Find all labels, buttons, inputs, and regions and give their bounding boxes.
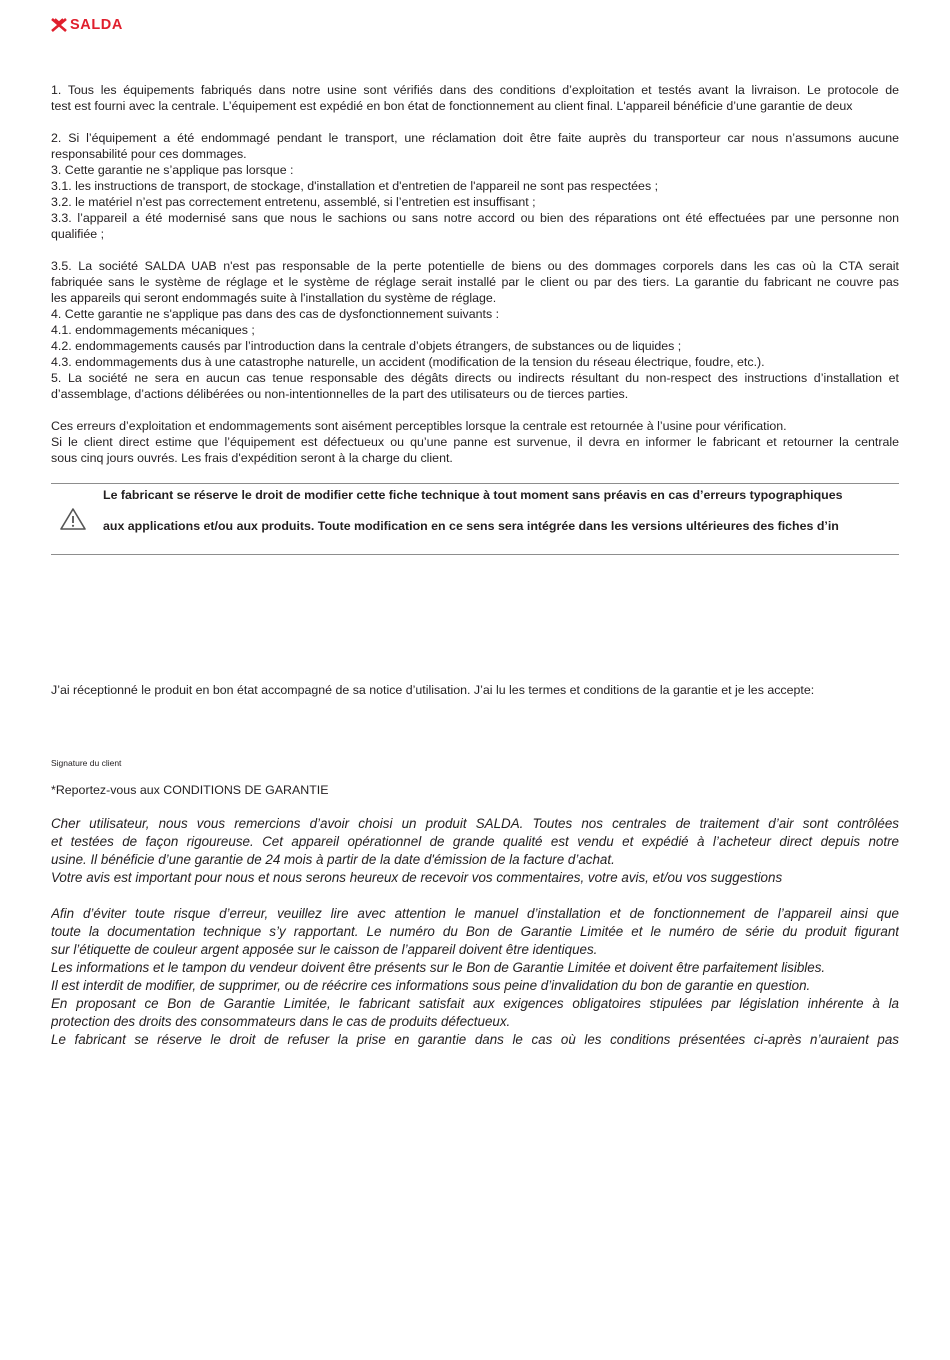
- message-line: Afin d’éviter toute risque d’erreur, veuillez lire avec attention le manuel d’installation et de fonctionnement de l’appareil ainsi que: [51, 906, 899, 921]
- terms-line: responsabilité pour ces dommages.: [51, 147, 247, 161]
- message-line: protection des droits des consommateurs dans le cas de produits défectueux.: [51, 1014, 511, 1029]
- terms-line: [51, 114, 899, 130]
- reference-note: *Reportez-vous aux CONDITIONS DE GARANTIE: [51, 783, 329, 797]
- message-line: En proposant ce Bon de Garantie Limitée, le fabricant satisfait aux exigences obligatoires stipulées par législation inhérente à la: [51, 996, 899, 1011]
- terms-line: 4.3. endommagements dus à une catastrophe naturelle, un accident (modification de la tension du réseau électrique, foudre, etc.).: [51, 355, 765, 369]
- terms-line: d’assemblage, d’actions délibérées ou non-intentionnelles de la part des utilisateurs ou de tierces parties.: [51, 387, 629, 401]
- terms-line: 4. Cette garantie ne s'applique pas dans des cas de dysfonctionnement suivants :: [51, 307, 500, 321]
- terms-line: sous cinq jours ouvrés. Les frais d'expédition seront à la charge du client.: [51, 451, 453, 465]
- salda-logo-icon: [51, 18, 67, 32]
- notice-line-2: aux applications et/ou aux produits. Toute modification en ce sens sera intégrée dans les versions ultérieures des fiches d’in: [103, 519, 839, 533]
- terms-line: 2. Si l’équipement a été endommagé pendant le transport, une réclamation doit être faite auprès du transporteur car nous n’assumons aucune: [51, 131, 899, 145]
- message-line: Il est interdit de modifier, de supprimer, ou de réécrire ces informations sous peine d’invalidation du bon de garantie en question.: [51, 978, 811, 993]
- notice-line-1: Le fabricant se réserve le droit de modifier cette fiche technique à tout moment sans préavis en cas d’erreurs typographiques: [103, 488, 843, 502]
- message-line: sur l’étiquette de couleur argent apposée sur le caisson de l’appareil doivent être identiques.: [51, 942, 598, 957]
- customer-message: [51, 815, 899, 1049]
- message-line: [51, 887, 899, 905]
- message-line: Cher utilisateur, nous vous remercions d’avoir choisi un produit SALDA. Toutes nos centrales de traitement d’air sont contrôlées: [51, 816, 899, 831]
- terms-line: 3.5. La société SALDA UAB n'est pas responsable de la perte potentielle de biens ou des dommages corporels dans les cas où la CTA serait: [51, 259, 899, 273]
- message-line: toute la documentation technique s’y rapportant. Le numéro du Bon de Garantie Limitée et le numéro de série du produit figurant: [51, 924, 899, 939]
- message-line: usine. Il bénéficie d’une garantie de 24 mois à partir de la date d'émission de la facture d’achat.: [51, 852, 615, 867]
- terms-line: fabriquée sans le système de réglage et le système de réglage serait installé par le client ou par des tiers. La garantie du fabricant ne couvre pas: [51, 275, 899, 289]
- logo-text: SALDA: [70, 17, 123, 33]
- terms-line: test est fourni avec la centrale. L’équipement est expédié en bon état de fonctionnement au client final. L'appareil bénéficie d’une garantie de deux: [51, 99, 853, 113]
- terms-line: les appareils qui seront endommagés suite à l'installation du système de réglage.: [51, 291, 497, 305]
- terms-line: 3.2. le matériel n’est pas correctement entretenu, assemblé, si l’entretien est insuffisant ;: [51, 195, 536, 209]
- message-line: Les informations et le tampon du vendeur doivent être présents sur le Bon de Garantie Limitée et doivent être parfaitement lisibles.: [51, 960, 826, 975]
- terms-line: [51, 242, 899, 258]
- message-line: Le fabricant se réserve le droit de refuser la prise en garantie dans le cas où les conditions présentées ci-après n’auraient pas: [51, 1032, 899, 1047]
- terms-line: 3.1. les instructions de transport, de stockage, d'installation et d'entretien de l'appareil ne sont pas respectées ;: [51, 179, 659, 193]
- terms-line: 5. La société ne sera en aucun cas tenue responsable des dégâts directs ou indirects résultant du non-respect des instructions d’installation et: [51, 371, 899, 385]
- terms-line: Si le client direct estime que l’équipement est défectueux ou qu’une panne est survenue, il devra en informer le fabricant et retourner la centrale: [51, 435, 899, 449]
- acceptance-text: J’ai réceptionné le produit en bon état accompagné de sa notice d’utilisation. J’ai lu les termes et conditions de la garantie et je les accepte:: [51, 683, 815, 697]
- terms-line: [51, 402, 899, 418]
- terms-line: 4.2. endommagements causés par l’introduction dans la centrale d’objets étrangers, de substances ou de liquides ;: [51, 339, 682, 353]
- terms-line: 3.3. l’appareil a été modernisé sans que nous le sachions ou sans notre accord ou bien des réparations ont été effectuées par une personne non: [51, 211, 899, 225]
- terms-line: 1. Tous les équipements fabriqués dans notre usine sont vérifiés dans des conditions d’exploitation et testés avant la livraison. Le protocole de: [51, 83, 899, 97]
- notice-box: [51, 483, 899, 555]
- terms-line: Ces erreurs d’exploitation et endommagements sont aisément perceptibles lorsque la centrale est retournée à l’usine pour vérification.: [51, 419, 787, 433]
- warning-triangle-icon: [59, 507, 87, 536]
- message-line: Votre avis est important pour nous et nous serons heureux de recevoir vos commentaires, votre avis, et/ou vos suggestions: [51, 870, 783, 885]
- terms-line: 4.1. endommagements mécaniques ;: [51, 323, 255, 337]
- terms-line: 3. Cette garantie ne s’applique pas lorsque :: [51, 163, 294, 177]
- message-line: et testées de façon rigoureuse. Cet appareil opérationnel de grande qualité est vendu et expédié à l’acheteur direct depuis notre: [51, 834, 899, 849]
- terms-line: qualifiée ;: [51, 227, 105, 241]
- warranty-terms: [51, 82, 899, 466]
- salda-logo: [51, 17, 123, 33]
- signature-label: Signature du client: [51, 758, 122, 768]
